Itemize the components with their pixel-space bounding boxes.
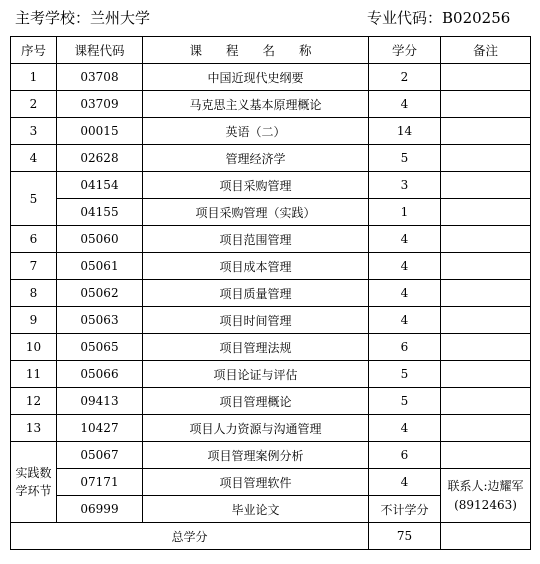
course-name-cell: 项目成本管理: [143, 253, 369, 280]
code-cell: 06999: [57, 496, 143, 523]
table-row: [11, 253, 531, 280]
note-cell: [441, 415, 531, 442]
course-name-cell: 项目质量管理: [143, 280, 369, 307]
table-row: [11, 226, 531, 253]
total-row: [11, 523, 531, 550]
seq-cell: 3: [11, 118, 57, 145]
code-cell: 05066: [57, 361, 143, 388]
note-cell: [441, 91, 531, 118]
column-header-note: 备注: [441, 37, 531, 64]
credit-cell: 6: [369, 442, 441, 469]
seq-cell: 2: [11, 91, 57, 118]
credit-cell: 3: [369, 172, 441, 199]
table-row: [11, 415, 531, 442]
course-name-cell: 中国近现代史纲要: [143, 64, 369, 91]
code-cell: 05067: [57, 442, 143, 469]
course-name-cell: 项目管理案例分析: [143, 442, 369, 469]
table-row: [11, 388, 531, 415]
code-cell: 10427: [57, 415, 143, 442]
seq-cell: 6: [11, 226, 57, 253]
code-cell: 07171: [57, 469, 143, 496]
code-cell: 04154: [57, 172, 143, 199]
table-row: [11, 334, 531, 361]
table-row: [11, 361, 531, 388]
major-code-label: 专业代码：B020256: [367, 9, 511, 27]
code-cell: 02628: [57, 145, 143, 172]
credit-cell: 1: [369, 199, 441, 226]
seq-cell: 13: [11, 415, 57, 442]
seq-cell: 7: [11, 253, 57, 280]
table-row: [11, 199, 531, 226]
code-cell: 05063: [57, 307, 143, 334]
seq-cell: 5: [11, 172, 57, 226]
note-cell: [441, 118, 531, 145]
note-cell: [441, 172, 531, 199]
credit-cell: 2: [369, 64, 441, 91]
practice-row: [11, 442, 531, 469]
course-name-cell: 项目采购管理（实践）: [143, 199, 369, 226]
course-name-cell: 项目管理法规: [143, 334, 369, 361]
table-header-row: [11, 37, 531, 64]
course-name-cell: 英语（二）: [143, 118, 369, 145]
column-header-credit: 学分: [369, 37, 441, 64]
code-cell: 05065: [57, 334, 143, 361]
code-cell: 09413: [57, 388, 143, 415]
practice-row: [11, 469, 531, 496]
table-row: [11, 280, 531, 307]
course-name-cell: 项目范围管理: [143, 226, 369, 253]
note-cell: [441, 145, 531, 172]
note-cell: [441, 334, 531, 361]
note-cell: [441, 199, 531, 226]
seq-cell: 12: [11, 388, 57, 415]
note-cell: [441, 253, 531, 280]
seq-cell: 1: [11, 64, 57, 91]
course-name-cell: 管理经济学: [143, 145, 369, 172]
note-cell: [441, 523, 531, 550]
credit-cell: 5: [369, 145, 441, 172]
contact-note: 联系人:边耀军(8912463): [441, 469, 531, 523]
credit-cell: 4: [369, 226, 441, 253]
note-cell: [441, 307, 531, 334]
code-cell: 00015: [57, 118, 143, 145]
table-row: [11, 91, 531, 118]
code-cell: 05061: [57, 253, 143, 280]
note-cell: [441, 226, 531, 253]
course-name-cell: 项目采购管理: [143, 172, 369, 199]
course-name-cell: 马克思主义基本原理概论: [143, 91, 369, 118]
code-cell: 03708: [57, 64, 143, 91]
course-name-cell: 项目人力资源与沟通管理: [143, 415, 369, 442]
school-label: 主考学校：兰州大学: [15, 9, 151, 27]
course-name-cell: 项目论证与评估: [143, 361, 369, 388]
code-cell: 05062: [57, 280, 143, 307]
course-name-cell: 项目管理概论: [143, 388, 369, 415]
table-row: [11, 172, 531, 199]
credit-cell: 4: [369, 469, 441, 496]
code-cell: 03709: [57, 91, 143, 118]
credit-cell: 5: [369, 361, 441, 388]
course-name-cell: 项目管理软件: [143, 469, 369, 496]
credit-cell: 14: [369, 118, 441, 145]
total-credits-value: 75: [369, 523, 441, 550]
note-cell: [441, 280, 531, 307]
seq-cell: 11: [11, 361, 57, 388]
code-cell: 05060: [57, 226, 143, 253]
column-header-code: 课程代码: [57, 37, 143, 64]
course-name-cell: 项目时间管理: [143, 307, 369, 334]
credit-cell: 4: [369, 307, 441, 334]
course-name-cell: 毕业论文: [143, 496, 369, 523]
seq-cell: 4: [11, 145, 57, 172]
code-cell: 04155: [57, 199, 143, 226]
note-cell: [441, 361, 531, 388]
table-row: [11, 307, 531, 334]
credit-cell: 4: [369, 253, 441, 280]
credit-cell: 不计学分: [369, 496, 441, 523]
seq-cell: 8: [11, 280, 57, 307]
credit-cell: 6: [369, 334, 441, 361]
course-table: [10, 36, 531, 550]
seq-cell: 10: [11, 334, 57, 361]
table-row: [11, 145, 531, 172]
table-row: [11, 64, 531, 91]
credit-cell: 4: [369, 415, 441, 442]
credit-cell: 4: [369, 280, 441, 307]
practice-section-label: 实践数学环节: [11, 442, 57, 523]
column-header-name: 课 程 名 称: [143, 37, 369, 64]
credit-cell: 5: [369, 388, 441, 415]
credit-cell: 4: [369, 91, 441, 118]
note-cell: [441, 64, 531, 91]
note-cell: [441, 442, 531, 469]
seq-cell: 9: [11, 307, 57, 334]
table-row: [11, 118, 531, 145]
column-header-seq: 序号: [11, 37, 57, 64]
document-header: [0, 0, 540, 36]
note-cell: [441, 388, 531, 415]
total-credits-label: 总学分: [11, 523, 369, 550]
